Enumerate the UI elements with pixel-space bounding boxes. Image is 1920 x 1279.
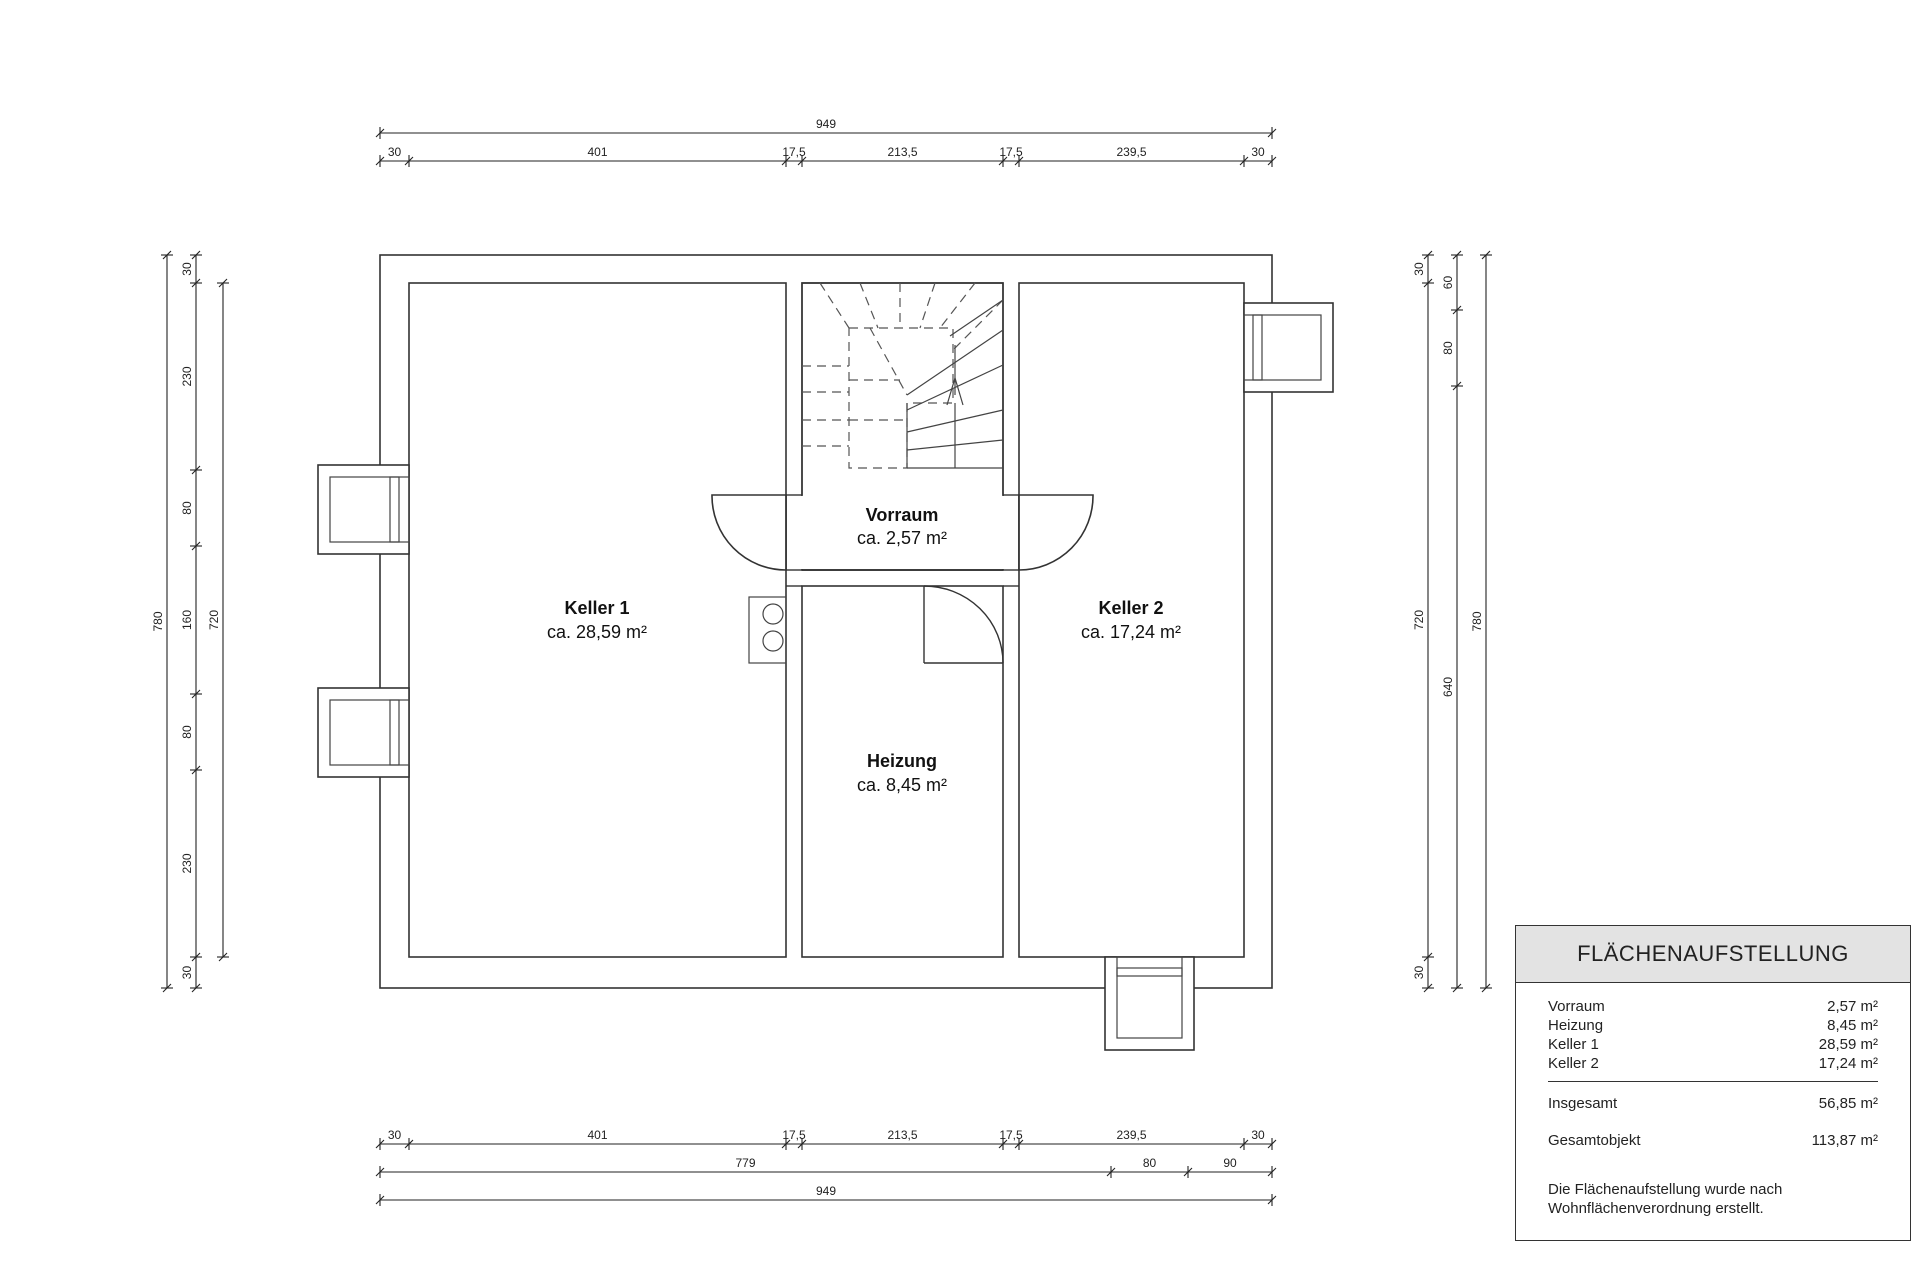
area-summary-table — [1515, 925, 1911, 1241]
area-note: Die Flächenaufstellung wurde nach Wohnflächenverordnung erstellt. — [1548, 1181, 1783, 1217]
dim-left-chain-label: 80 — [180, 725, 194, 739]
room-vorraum-area: ca. 2,57 m² — [856, 528, 948, 548]
area-row-label: Heizung — [1548, 1017, 1604, 1034]
dim-top-chain-label: 213,5 — [887, 145, 918, 159]
room-heizung-outline — [802, 586, 1003, 957]
dim-right-mid-label: 640 — [1441, 676, 1455, 698]
area-row — [1548, 997, 1878, 1016]
dim-right-total-label: 780 — [1470, 611, 1484, 632]
room-keller2-area: ca. 17,24 m² — [1080, 622, 1182, 642]
room-heizung-name: Heizung — [867, 751, 937, 771]
dim-left-chain-label: 80 — [180, 501, 194, 515]
dim-right-chain-label: 30 — [1412, 965, 1426, 980]
area-object-total-label: Gesamtobjekt — [1548, 1132, 1641, 1149]
area-row-label: Keller 1 — [1548, 1036, 1599, 1053]
room-keller2-name: Keller 2 — [1098, 598, 1164, 618]
room-heizung-area: ca. 8,45 m² — [856, 775, 948, 795]
dim-bottom-chain-label: 17,5 — [782, 1128, 806, 1142]
light-well-left-upper — [318, 465, 409, 554]
dim-top-chain-label: 30 — [387, 145, 402, 159]
room-keller2-outline — [1019, 283, 1244, 957]
area-object-total-row — [1548, 1131, 1878, 1150]
dim-bottom-chain-label: 17,5 — [999, 1128, 1023, 1142]
area-row-value: 2,57 m² — [1827, 998, 1878, 1015]
dim-bottom-mid-label: 90 — [1223, 1156, 1237, 1170]
dim-left-chain-label: 30 — [180, 262, 194, 276]
room-keller1-area: ca. 28,59 m² — [546, 622, 648, 642]
dim-bottom-mid-label: 80 — [1142, 1156, 1157, 1170]
dim-bottom-chain-label: 239,5 — [1116, 1128, 1147, 1142]
area-total-value: 56,85 m² — [1818, 1095, 1878, 1112]
dim-top-total-label: 949 — [815, 117, 837, 131]
dim-right-mid-label: 80 — [1441, 341, 1455, 355]
area-summary-title: FLÄCHENAUFSTELLUNG — [1516, 926, 1910, 983]
area-row-value: 17,24 m² — [1818, 1055, 1878, 1072]
dim-bottom-mid-label: 779 — [735, 1156, 756, 1170]
dim-left-inner-label: 720 — [207, 609, 221, 631]
area-row-value: 8,45 m² — [1827, 1017, 1878, 1034]
area-row — [1548, 1016, 1878, 1035]
dim-left-total-label: 780 — [151, 611, 165, 632]
dim-top-chain-label: 17,5 — [999, 145, 1023, 159]
area-row — [1548, 1035, 1878, 1054]
room-vorraum-name: Vorraum — [865, 505, 939, 525]
dim-right-mid-label: 60 — [1441, 275, 1455, 290]
area-total-row — [1548, 1094, 1878, 1113]
area-object-total-value: 113,87 m² — [1811, 1132, 1878, 1149]
area-total-label: Insgesamt — [1548, 1095, 1618, 1112]
dim-top-chain-label: 401 — [587, 145, 608, 159]
dim-left-chain-label: 230 — [180, 853, 194, 874]
dim-bottom-chain-label: 30 — [387, 1128, 402, 1142]
area-row-label: Vorraum — [1548, 998, 1605, 1015]
dim-bottom-chain-label: 213,5 — [887, 1128, 918, 1142]
area-row-label: Keller 2 — [1548, 1055, 1599, 1072]
area-divider — [1548, 1081, 1878, 1082]
dim-top-chain-label: 17,5 — [782, 145, 806, 159]
dim-bottom-chain-label: 30 — [1251, 1128, 1265, 1142]
light-well-right — [1244, 303, 1333, 392]
dim-bottom-total-label: 949 — [815, 1184, 837, 1198]
room-keller1-name: Keller 1 — [564, 598, 630, 618]
dim-right-chain-label: 30 — [1412, 262, 1426, 276]
dim-top-chain-label: 30 — [1251, 145, 1265, 159]
room-keller1-outline — [409, 283, 786, 957]
dim-right-chain-label: 720 — [1412, 609, 1426, 631]
light-well-bottom — [1105, 957, 1194, 1050]
area-row — [1548, 1054, 1878, 1073]
dim-left-chain-label: 30 — [180, 965, 194, 980]
dim-left-chain-label: 160 — [180, 609, 194, 631]
light-well-left-lower — [318, 688, 409, 777]
dim-bottom-chain-label: 401 — [587, 1128, 608, 1142]
dim-top-chain-label: 239,5 — [1116, 145, 1147, 159]
area-row-value: 28,59 m² — [1818, 1036, 1878, 1053]
dim-left-chain-label: 230 — [180, 366, 194, 387]
